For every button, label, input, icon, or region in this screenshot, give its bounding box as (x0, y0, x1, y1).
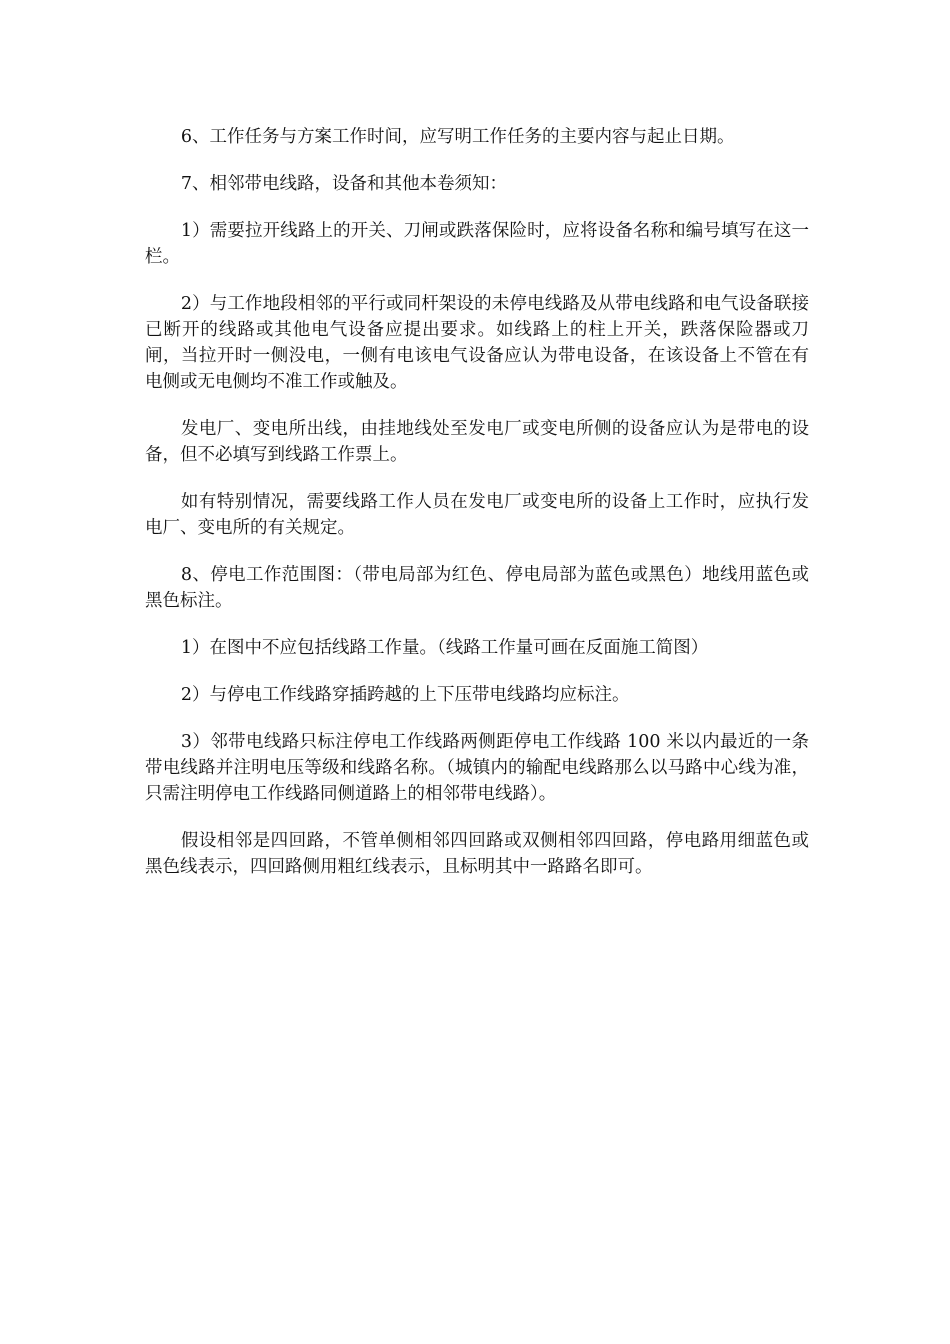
paragraph-subitem-8-3: 3）邻带电线路只标注停电工作线路两侧距停电工作线路 100 米以内最近的一条带电线路并注明电压等级和线路名称。（城镇内的输配电线路那么以马路中心线为准，只需注明停电工作线路同侧道路上的相邻带电线路）。 (145, 732, 809, 804)
paragraph-special-situation: 如有特别情况，需要线路工作人员在发电厂或变电所的设备上工作时，应执行发电厂、变电所的有关规定。 (145, 492, 809, 538)
paragraph-item-6: 6、工作任务与方案工作时间，应写明工作任务的主要内容与起止日期。 (180, 127, 735, 147)
paragraph-power-plant-lines: 发电厂、变电所出线，由挂地线处至发电厂或变电所侧的设备应认为是带电的设备，但不必填写到线路工作票上。 (145, 419, 809, 465)
document-body (145, 124, 809, 901)
paragraph-item-8: 8、停电工作范围图：（带电局部为红色、停电局部为蓝色或黑色）地线用蓝色或黑色标注。 (145, 565, 809, 611)
paragraph-subitem-8-2: 2）与停电工作线路穿插跨越的上下压带电线路均应标注。 (180, 685, 630, 705)
paragraph-subitem-7-1: 1）需要拉开线路上的开关、刀闸或跌落保险时，应将设备名称和编号填写在这一栏。 (145, 221, 809, 267)
paragraph-item-7: 7、相邻带电线路，设备和其他本卷须知： (180, 174, 508, 194)
paragraph-subitem-8-1: 1）在图中不应包括线路工作量。（线路工作量可画在反面施工简图） (180, 638, 709, 658)
paragraph-four-circuit: 假设相邻是四回路，不管单侧相邻四回路或双侧相邻四回路，停电路用细蓝色或黑色线表示，四回路侧用粗红线表示，且标明其中一路路名即可。 (145, 831, 809, 877)
paragraph-subitem-7-2: 2）与工作地段相邻的平行或同杆架设的未停电线路及从带电线路和电气设备联接已断开的线路或其他电气设备应提出要求。如线路上的柱上开关，跌落保险器或刀闸，当拉开时一侧没电，一侧有电该电气设备应认为带电设备，在该设备上不管在有电侧或无电侧均不准工作或触及。 (145, 294, 809, 392)
